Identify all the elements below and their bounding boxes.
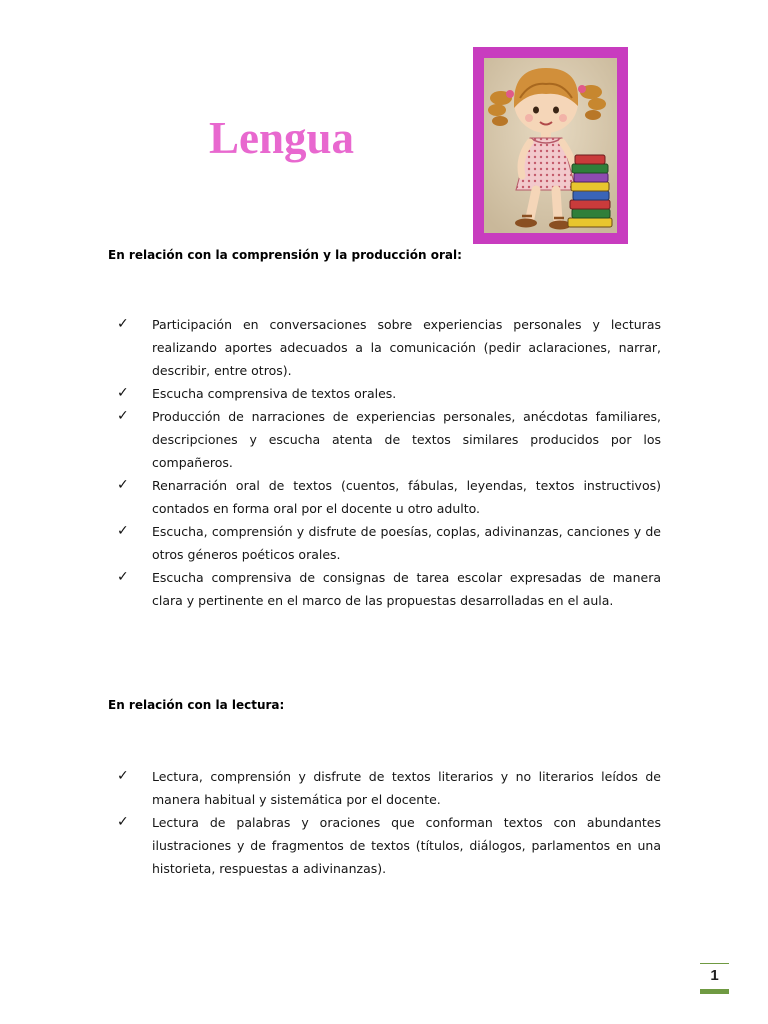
list-item [117,811,661,880]
page-number-box [700,963,729,994]
list-item [117,405,661,474]
checkmark-icon: ✓ [117,385,129,401]
list-item-text: Lectura de palabras y oraciones que conforman textos con abundantes ilustraciones y de fragmentos de textos (títulos, diálogos, parlamentos en una historieta, respuestas a adivinanzas). [152,815,661,876]
checkmark-icon: ✓ [117,569,129,585]
list-item-text: Escucha comprensiva de consignas de tarea escolar expresadas de manera clara y pertinente en el marco de las propuestas desarrolladas en el aula. [152,570,661,608]
checkmark-icon: ✓ [117,814,129,830]
reading-skills-list [117,765,661,880]
page-number: 1 [710,967,719,984]
checkmark-icon: ✓ [117,768,129,784]
list-item-text: Escucha comprensiva de textos orales. [152,386,397,401]
section-heading-reading: En relación con la lectura: [108,698,285,712]
list-item-text: Lectura, comprensión y disfrute de textos literarios y no literarios leídos de manera habitual y sistemática por el docente. [152,769,661,807]
list-item [117,313,661,382]
list-item-text: Escucha, comprensión y disfrute de poesías, coplas, adivinanzas, canciones y de otros géneros poéticos orales. [152,524,661,562]
list-item [117,520,661,566]
list-item [117,474,661,520]
list-item-text: Participación en conversaciones sobre experiencias personales y lecturas realizando aportes adecuados a la comunicación (pedir aclaraciones, narrar, describir, entre otros). [152,317,661,378]
list-item [117,566,661,612]
section-heading-oral: En relación con la comprensión y la producción oral: [108,248,462,262]
list-item-text: Producción de narraciones de experiencias personales, anécdotas familiares, descripciones y escucha atenta de textos similares producidos por los compañeros. [152,409,661,470]
checkmark-icon: ✓ [117,477,129,493]
checkmark-icon: ✓ [117,408,129,424]
oral-skills-list [117,313,661,612]
list-item [117,765,661,811]
page-title: Lengua [209,113,355,163]
girl-with-books-icon [484,58,617,233]
list-item [117,382,661,405]
illustration-frame [473,47,628,244]
checkmark-icon: ✓ [117,523,129,539]
list-item-text: Renarración oral de textos (cuentos, fábulas, leyendas, textos instructivos) contados en forma oral por el docente u otro adulto. [152,478,661,516]
checkmark-icon: ✓ [117,316,129,332]
